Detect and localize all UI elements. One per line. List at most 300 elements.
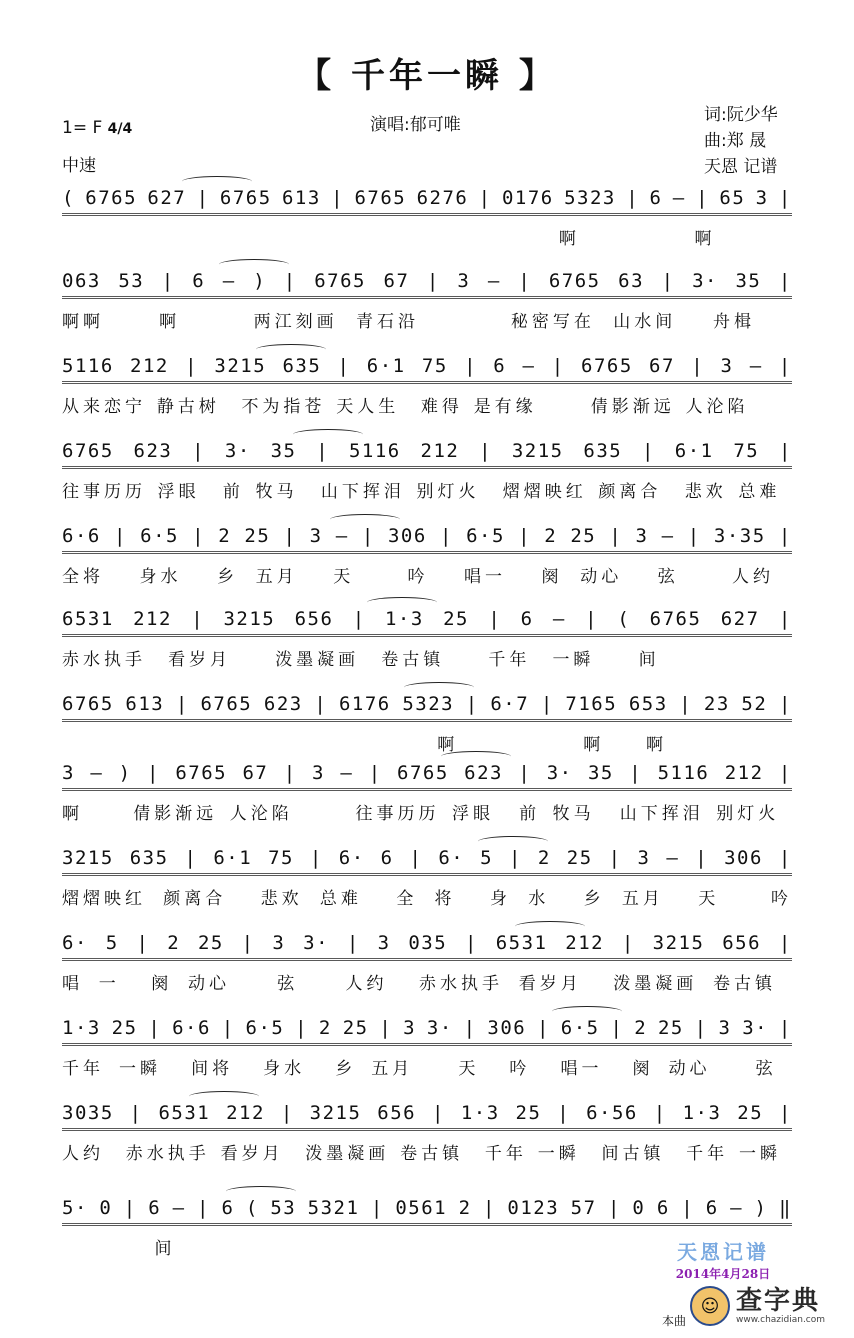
barline: | [778, 847, 792, 869]
barline: | [161, 270, 175, 292]
barline: | [626, 187, 640, 209]
barline: | [610, 1017, 624, 1039]
note-group: 6· [438, 847, 465, 869]
barline: | [464, 932, 478, 954]
lyric-syllable: 天 [458, 1058, 480, 1079]
lyric-syllable: 卷古镇 [381, 649, 445, 670]
barline: | [316, 440, 330, 462]
note-group: 1·3 [682, 1102, 722, 1124]
beam-underline [62, 1043, 792, 1046]
lyricist-credit: 词:阮少华 [704, 105, 778, 125]
lyric-syllable: 泼墨凝画 [613, 973, 698, 994]
note-group: 6765 [200, 693, 253, 715]
beam-underline [62, 719, 792, 722]
beam-underline [62, 788, 792, 791]
note-group: 6 [520, 608, 534, 630]
lyric-syllable: 泼墨凝画 [305, 1143, 390, 1164]
barline: | [431, 1102, 445, 1124]
barline: | [778, 693, 792, 715]
note-group: 613 [125, 693, 165, 715]
note-group: 613 [281, 187, 321, 209]
barline: | [691, 355, 705, 377]
composer-credit: 曲:郑 晟 [704, 131, 767, 151]
lyric-syllable: 千年 [488, 649, 531, 670]
key-label: 1= F [62, 118, 103, 138]
barline: | [557, 1102, 571, 1124]
lyric-syllable: 人沦陷 [685, 396, 749, 417]
mascot-icon: ☺ [690, 1286, 730, 1326]
barline: | [146, 762, 160, 784]
note-group: 6765 [175, 762, 228, 784]
lyric-syllable: 五月 [255, 566, 298, 587]
notation-row [62, 842, 792, 874]
note-group: 656 [377, 1102, 417, 1124]
note-group: 6 [148, 1197, 162, 1219]
note-group: 75 [733, 440, 760, 462]
lyric-syllable: 身水 [263, 1058, 306, 1079]
note-group: 6765 [314, 270, 366, 292]
barline: | [192, 440, 206, 462]
note-group: 6·5 [245, 1017, 285, 1039]
note-group: 25 [443, 608, 469, 630]
beam-underline [62, 958, 792, 961]
lyrics-row [62, 560, 792, 588]
note-group: 063 [62, 270, 101, 292]
lyric-syllable: 看岁月 [518, 973, 582, 994]
watermark-prefix: 本曲 [662, 1314, 687, 1328]
lyric-syllable: 乡 [217, 566, 238, 587]
note-group: 212 [420, 440, 460, 462]
note-group: 0 [99, 1197, 113, 1219]
barline: | [621, 932, 635, 954]
lyric-syllable: 卷古镇 [400, 1143, 464, 1164]
lyric-syllable: 一瞬 [119, 1058, 162, 1079]
song-title: 【 千年一瞬 】 [297, 56, 557, 96]
lyrics-row [62, 305, 792, 333]
lyric-syllable: 全 [396, 888, 418, 909]
barline: | [778, 932, 792, 954]
slur-mark [515, 921, 585, 932]
note-group: ( [62, 187, 75, 209]
lyric-syllable: 熠熠映红 [62, 888, 146, 909]
notation-row [62, 927, 792, 959]
barline: | [136, 932, 150, 954]
note-group: 0176 [501, 187, 554, 209]
note-group: 5321 [307, 1197, 360, 1219]
lyric-syllable: 阕 [632, 1058, 654, 1079]
note-group: 306 [487, 1017, 527, 1039]
note-group: 6176 [338, 693, 391, 715]
barline: | [778, 525, 792, 547]
note-group: 3 [637, 847, 651, 869]
note-group: – [90, 762, 104, 784]
signature-name: 天恩记谱 [677, 1240, 769, 1264]
note-group: 6·5 [140, 525, 179, 547]
barline: | [681, 1197, 695, 1219]
note-group: 3215 [223, 608, 276, 630]
lyric-syllable: 间 [154, 1238, 176, 1259]
note-group: 035 [408, 932, 448, 954]
lyric-syllable: 前 [519, 803, 541, 824]
note-group: 53 [118, 270, 145, 292]
note-group: 306 [387, 525, 427, 547]
barline: | [609, 525, 623, 547]
barline: | [518, 270, 532, 292]
note-group: 1·3 [384, 608, 424, 630]
lyric-syllable: 悲欢 [684, 481, 727, 502]
site-watermark [690, 1282, 840, 1330]
note-group: 25 [111, 1017, 138, 1039]
notation-row [62, 265, 792, 297]
lyric-syllable: 熠熠映红 [502, 481, 587, 502]
note-group: 63 [618, 270, 645, 292]
note-group: 635 [583, 440, 623, 462]
note-group: 306 [724, 847, 763, 869]
slur-mark [404, 682, 474, 693]
barline: | [608, 847, 622, 869]
barline: | [439, 525, 453, 547]
note-group: 656 [722, 932, 762, 954]
barline: | [361, 525, 375, 547]
note-group: 3 [718, 1017, 732, 1039]
barline: | [778, 355, 792, 377]
lyric-syllable: 弦 [755, 1058, 777, 1079]
slur-mark [256, 344, 326, 355]
barline: | [309, 847, 323, 869]
note-group: 3215 [214, 355, 267, 377]
tempo-label: 中速 [62, 156, 96, 176]
note-group: 6765 [581, 355, 633, 377]
lyric-syllable: 将 [434, 888, 456, 909]
barline: | [540, 693, 554, 715]
barline: | [426, 270, 440, 292]
note-group: 3215 [652, 932, 705, 954]
lyrics-row [62, 1052, 792, 1080]
lyric-syllable: 山下挥泪 [320, 481, 405, 502]
lyric-syllable: 身水 [139, 566, 182, 587]
note-group: 212 [130, 355, 169, 377]
lyric-syllable: 山水间 [613, 311, 677, 332]
note-group: 623 [263, 693, 303, 715]
lyric-syllable: 秘密写在 [510, 311, 595, 332]
barline: | [346, 932, 360, 954]
lyric-syllable: 一瞬 [537, 1143, 580, 1164]
beam-underline [62, 466, 792, 469]
note-group: – [335, 525, 349, 547]
note-group: 623 [464, 762, 503, 784]
note-group: 2 [218, 525, 232, 547]
note-group: 6 [649, 187, 663, 209]
barline: | [283, 762, 297, 784]
slur-mark [441, 751, 511, 762]
lyric-syllable: 赤水执手 [125, 1143, 210, 1164]
lyric-syllable: 是有缘 [473, 396, 537, 417]
barline: | [479, 440, 493, 462]
note-group: 6765 [649, 608, 702, 630]
note-group: 3 [403, 1017, 417, 1039]
lyric-syllable: 往事历历 [355, 803, 440, 824]
note-group: 212 [724, 762, 764, 784]
note-group: 3 [377, 932, 391, 954]
barline: | [148, 1017, 162, 1039]
note-group: 2 [634, 1017, 648, 1039]
lyric-syllable: 啊 [694, 228, 716, 249]
barline: | [518, 525, 532, 547]
lyric-syllable: 乡 [583, 888, 605, 909]
barline: | [192, 525, 206, 547]
lyric-syllable: 泼墨凝画 [275, 649, 360, 670]
slur-mark [478, 836, 548, 847]
note-group: 5116 [657, 762, 710, 784]
note-group: 25 [515, 1102, 542, 1124]
barline: | [337, 355, 351, 377]
lyrics-row [62, 797, 792, 825]
beam-underline [62, 213, 792, 216]
note-group: 25 [342, 1017, 369, 1039]
note-group: 35 [270, 440, 297, 462]
note-group: 6531 [495, 932, 548, 954]
barline: | [221, 1017, 235, 1039]
barline: | [551, 355, 565, 377]
notation-row [62, 1012, 792, 1044]
note-group: 6765 [62, 440, 114, 462]
note-group: 6·1 [213, 847, 253, 869]
lyric-syllable: 阕 [541, 566, 563, 587]
barline: | [679, 693, 693, 715]
lyric-syllable: 五月 [621, 888, 664, 909]
singer-credit: 演唱:郁可唯 [370, 115, 461, 135]
lyrics-row [62, 643, 792, 671]
note-group: 6·5 [560, 1017, 600, 1039]
note-group: 5116 [348, 440, 401, 462]
note-group: 3 [312, 762, 325, 784]
lyric-syllable: 看岁月 [220, 1143, 284, 1164]
lyric-syllable: 吟 [407, 566, 429, 587]
lyric-syllable: 倩影渐远 [590, 396, 675, 417]
note-group: 2 [167, 932, 181, 954]
note-group: 75 [421, 355, 448, 377]
lyric-syllable: 颜离合 [163, 888, 227, 909]
note-group: 5 [480, 847, 494, 869]
lyric-syllable: 吟 [509, 1058, 531, 1079]
lyric-syllable: 别灯火 [716, 803, 780, 824]
barline: | [184, 847, 198, 869]
barline: | [368, 762, 382, 784]
note-group: 5116 [62, 355, 114, 377]
lyric-syllable: 啊 [437, 734, 459, 755]
note-group: – [552, 608, 566, 630]
barline: | [537, 1017, 550, 1039]
lyric-syllable: 牧马 [255, 481, 298, 502]
barline: | [241, 932, 255, 954]
lyric-syllable: 啊啊 [62, 311, 104, 332]
note-group: 3· [546, 762, 573, 784]
note-group: 25 [737, 1102, 764, 1124]
beam-underline [62, 551, 792, 554]
note-group: 6 [221, 1197, 235, 1219]
lyric-syllable: 千年 [686, 1143, 729, 1164]
note-group: 35 [735, 270, 762, 292]
note-group: – [672, 187, 686, 209]
lyric-syllable: 动心 [188, 973, 230, 994]
barline: | [608, 1197, 621, 1219]
note-group: – [172, 1197, 186, 1219]
barline: | [175, 693, 189, 715]
beam-underline [62, 1223, 792, 1226]
transcriber-signature [668, 1236, 778, 1282]
notation-row [62, 1192, 792, 1224]
note-group: 6·6 [172, 1017, 211, 1039]
note-group: 3215 [309, 1102, 362, 1124]
lyric-syllable: 啊 [558, 228, 580, 249]
note-group: 627 [147, 187, 187, 209]
note-group: – [222, 270, 236, 292]
barline: | [778, 1017, 792, 1039]
barline: | [114, 525, 127, 547]
barline: | [295, 1017, 309, 1039]
note-group: 6765 [548, 270, 601, 292]
lyric-syllable: 天人生 [336, 396, 400, 417]
lyric-syllable: 人沦陷 [229, 803, 293, 824]
note-group: 25 [570, 525, 597, 547]
note-group: – [666, 847, 680, 869]
lyric-syllable: 唱一 [560, 1058, 603, 1079]
note-group: 3 [755, 187, 769, 209]
lyric-syllable: 弦 [657, 566, 679, 587]
note-group: 6·7 [490, 693, 530, 715]
beam-underline [62, 381, 792, 384]
note-group: 3 [635, 525, 649, 547]
lyric-syllable: 唱一 [464, 566, 506, 587]
note-group: 6· [338, 847, 365, 869]
beam-underline [62, 1128, 792, 1131]
barline: | [185, 355, 199, 377]
note-group: 3· [426, 1017, 453, 1039]
lyrics-row [62, 475, 792, 503]
note-group: 6531 [158, 1102, 211, 1124]
barline: | [123, 1197, 137, 1219]
lyric-syllable: 赤水执手 [62, 649, 146, 670]
note-group: ( [617, 608, 631, 630]
note-group: 6531 [62, 608, 114, 630]
lyric-syllable: 两江刻画 [253, 311, 338, 332]
lyric-syllable: 一瞬 [552, 649, 595, 670]
lyric-syllable: 前 [222, 481, 244, 502]
barline: | [196, 187, 210, 209]
note-group: 6·5 [466, 525, 505, 547]
lyric-syllable: 往事历历 [62, 481, 146, 502]
note-group: 6765 [62, 693, 114, 715]
note-group: 25 [197, 932, 224, 954]
barline: | [696, 187, 710, 209]
lyric-syllable: 人约 [345, 973, 388, 994]
note-group: 3 [309, 525, 323, 547]
lyric-syllable: 人约 [62, 1143, 104, 1164]
lyric-syllable: 千年 [62, 1058, 104, 1079]
beam-underline [62, 873, 792, 876]
note-group: 3215 [511, 440, 564, 462]
lyric-syllable: 吟 [770, 888, 792, 909]
note-group: 25 [244, 525, 271, 547]
lyric-syllable: 啊 [583, 734, 605, 755]
watermark-url: www.chazidian.com [736, 1315, 826, 1325]
note-group: 656 [294, 608, 334, 630]
lyric-syllable: 看岁月 [168, 649, 232, 670]
barline: | [370, 1197, 384, 1219]
barline: | [283, 270, 297, 292]
barline: | [283, 525, 297, 547]
barline: | [129, 1102, 143, 1124]
lyric-syllable: 牧马 [552, 803, 595, 824]
beam-underline [62, 634, 792, 637]
note-group: 3·35 [713, 525, 766, 547]
slur-mark [367, 597, 437, 608]
slur-mark [219, 259, 289, 270]
note-group: – [522, 355, 536, 377]
barline: | [197, 1197, 210, 1219]
note-group: ) [253, 270, 267, 292]
note-group: 5 [105, 932, 119, 954]
slur-mark [552, 1006, 622, 1017]
note-group: 6765 [354, 187, 407, 209]
note-group: 623 [133, 440, 173, 462]
note-group: 6276 [416, 187, 469, 209]
lyric-syllable: 啊 [645, 734, 667, 755]
note-group: 6·1 [366, 355, 406, 377]
lyric-syllable: 唱 [62, 973, 83, 994]
barline: | [314, 693, 328, 715]
lyric-syllable: 千年 [484, 1143, 527, 1164]
key-signature [62, 118, 132, 138]
note-group: 5323 [564, 187, 616, 209]
slur-mark [293, 429, 363, 440]
barline: | [518, 762, 532, 784]
note-group: 3· [742, 1017, 769, 1039]
lyric-syllable: 间将 [191, 1058, 234, 1079]
lyric-syllable: 动心 [668, 1058, 711, 1079]
note-group: 5323 [402, 693, 455, 715]
note-group: 0561 [395, 1197, 448, 1219]
barline: | [352, 608, 366, 630]
note-group: 0123 [507, 1197, 560, 1219]
barline: | [661, 270, 675, 292]
barline: | [409, 847, 423, 869]
note-group: 653 [628, 693, 668, 715]
note-group: 67 [242, 762, 269, 784]
barline: | [191, 608, 205, 630]
barline: | [478, 187, 492, 209]
note-group: 3215 [62, 847, 114, 869]
lyric-syllable: 身 [489, 888, 511, 909]
lyric-syllable: 总难 [319, 888, 362, 909]
notation-row [62, 435, 792, 467]
lyric-syllable: 乡 [335, 1058, 357, 1079]
note-group: 627 [720, 608, 760, 630]
lyric-syllable: 山下挥泪 [619, 803, 704, 824]
lyric-syllable: 一 [98, 973, 120, 994]
lyric-syllable: 间古镇 [601, 1143, 665, 1164]
barline: | [779, 1102, 792, 1124]
lyric-syllable: 弦 [277, 973, 299, 994]
note-group: 3· [692, 270, 718, 292]
note-group: ) [118, 762, 132, 784]
transcriber-credit: 天恩 记谱 [704, 157, 778, 177]
lyric-syllable: 浮眼 [452, 803, 495, 824]
note-group: 6 [493, 355, 507, 377]
lyric-syllable: 从来恋宁 [62, 396, 146, 417]
lyric-syllable: 舟楫 [713, 311, 755, 332]
lyric-syllable: 一瞬 [739, 1143, 782, 1164]
